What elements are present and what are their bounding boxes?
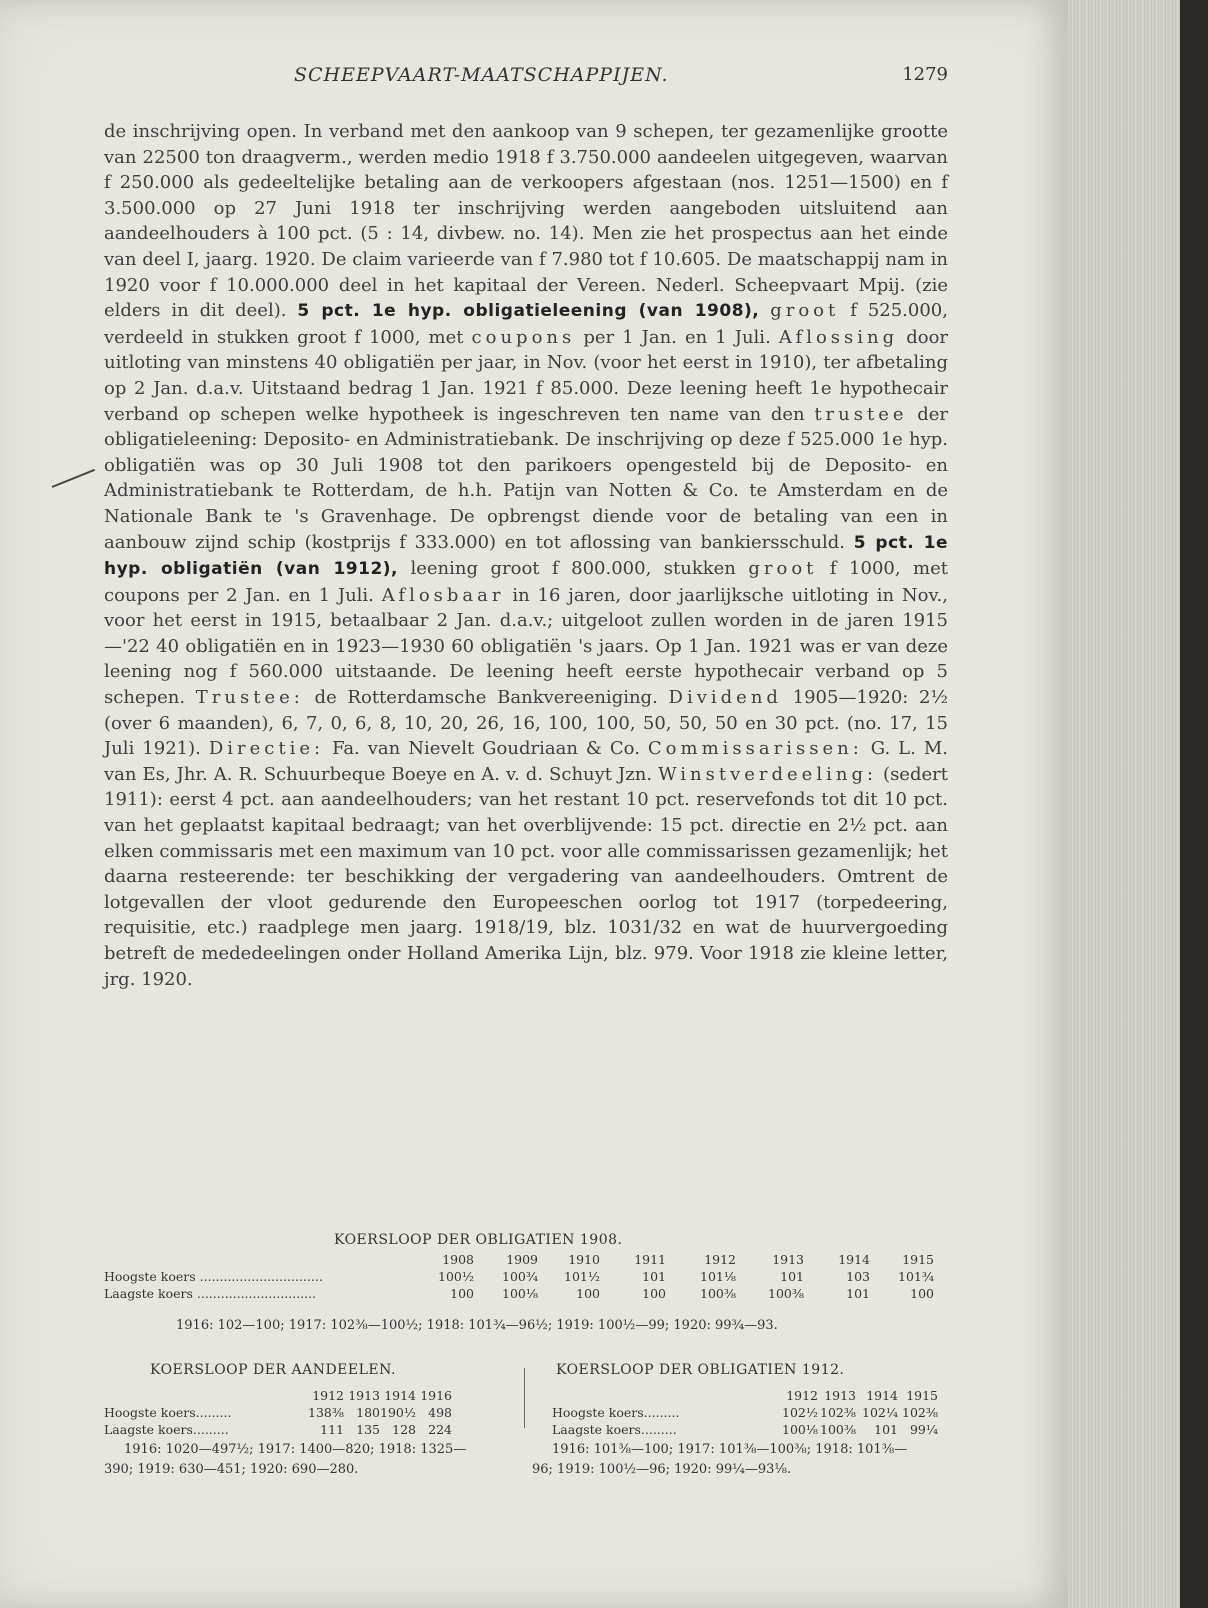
table-note-aandeelen-2: 390; 1919: 630—451; 1920: 690—280. xyxy=(104,1462,359,1477)
main-paragraph: de inschrijving open. In verband met den aankoop van 9 schepen, ter gezamenlijke grootte van 22500 ton draagverm., werden medio 1918 f 3.750.000 aandeelen uitgegeven, waarvan f 250.000 als gedeeltelijke betaling aan de verkoopers afgestaan (nos. 1251—1500) en f 3.500.000 op 27 Juni 1918 ter inschrijving werden aangeboden uitsluitend aan aandeelhouders à 100 pct. (5 : 14, divbew. no. 14). Men zie het prospectus aan het einde van deel I, jaarg. 1920. De claim varieerde van f 7.980 tot f 10.605. De maatschappij nam in 1920 voor f 10.000.000 deel in het kapitaal der Vereen. Nederl. Scheepvaart Mpij. (zie elders in dit deel). 5 pct. 1e hyp. obligatieleening (van 1908), groot f 525.000, verdeeld in stukken groot f 1000, met coupons per 1 Jan. en 1 Juli. Aflossing door uitloting van minstens 40 obligatiën per jaar, in Nov. (voor het eerst in 1910), ter afbetaling op 2 Jan. d.a.v. Uitstaand bedrag 1 Jan. 1921 f 85.000. Deze leening heeft 1e hypothecair verband op schepen welke hypotheek is ingeschreven ten name van den trustee der obligatieleening: Deposito- en Administratiebank. De inschrijving op deze f 525.000 1e hyp. obligatiën was op 30 Juli 1908 tot den parikoers opengesteld bij de Deposito- en Administratiebank te Rotterdam, de h.h. Patijn van Notten & Co. te Amsterdam en de Nationale Bank te 's Gravenhage. De opbrengst diende voor de betaling van een in aanbouw zijnd schip (kostprijs f 333.000) en tot aflossing van bankiersschuld. 5 pct. 1e hyp. obligatiën (van 1912), leening groot f 800.000, stukken groot f 1000, met coupons per 2 Jan. en 1 Juli. Aflosbaar in 16 jaren, door jaarlijksche uitloting in Nov., voor het eerst in 1915, betaalbaar 2 Jan. d.a.v.; uitgeloot zullen worden in de jaren 1915—'22 40 obligatiën en in 1923—1930 60 obligatiën 's jaars. Op 1 Jan. 1921 was er van deze leening nog f 560.000 uitstaande. De leening heeft eerste hypothecair verband op 5 schepen. Trustee: de Rotterdamsche Bankvereeniging. Dividend 1905—1920: 2½ (over 6 maanden), 6, 7, 0, 6, 8, 10, 20, 26, 16, 100, 100, 50, 50, 50 en 30 pct. (no. 17, 15 Juli 1921). Directie: Fa. van Nievelt Goudriaan & Co. Commissarissen: G. L. M. van Es, Jhr. A. R. Schuurbeque Boeye en A. v. d. Schuyt Jzn. Winstverdeeling: (sedert 1911): eerst 4 pct. aan aandeelhouders; van het restant 10 pct. reservefonds tot dit 10 pct. van het geplaatst kapitaal bedraagt; van het overblijvende: 15 pct. directie en 2½ pct. aan elken commissaris met een maximum van 10 pct. voor alle commissarissen gezamenlijk; het daarna resteerende: ter beschikking der vergadering van aandeelhouders. Omtrent de lotgevallen der vloot gedurende den Europeeschen oorlog tot 1917 (torpedeering, requisitie, etc.) raadplege men jaarg. 1918/19, blz. 1031/32 en wat de huurvergoeding betreft de mededeelingen onder Holland Amerika Lijn, blz. 979. Voor 1918 zie kleine letter, jrg. 1920. xyxy=(104,121,949,990)
table-note-obligatien-1912-2: 96; 1919: 100½—96; 1920: 99¼—93⅛. xyxy=(532,1462,792,1477)
heading-obligatieleening-1908: 5 pct. 1e hyp. obligatieleening (van 1908), xyxy=(297,301,760,322)
table-row-laagste: Laagste koers......... 100⅛ 100⅜ 101 99¼ xyxy=(552,1422,938,1437)
table-note-aandeelen-1: 1916: 1020—497½; 1917: 1400—820; 1918: 1325— xyxy=(124,1442,467,1457)
heading-obligatien-1912: 5 pct. 1e hyp. obligatiën (van 1912), xyxy=(104,532,948,580)
table-header-row: 1912 1913 1914 1915 xyxy=(786,1388,938,1403)
table-obligatien-1912 xyxy=(552,1388,948,1439)
table-row-hoogste: Hoogste koers......... 138⅜ 180 190½ 498 xyxy=(104,1405,452,1420)
table-row-laagste: Laagste koers......... 111 135 128 224 xyxy=(104,1422,452,1437)
book-spine-shadow xyxy=(1180,0,1208,1608)
page-header xyxy=(104,64,948,94)
table-title-obligatien-1908: KOERSLOOP DER OBLIGATIEN 1908. xyxy=(334,1232,623,1248)
table-aandeelen xyxy=(104,1388,504,1439)
pencil-mark xyxy=(52,469,95,488)
table-obligatien-1908 xyxy=(104,1252,948,1303)
table-row-hoogste: Hoogste koers......... 102½ 102⅜ 102¼ 102⅜ xyxy=(552,1405,938,1420)
body-text xyxy=(104,119,948,992)
table-header-row: 1908 1909 1910 1911 1912 1913 1914 1915 xyxy=(442,1252,934,1267)
column-divider xyxy=(524,1368,525,1428)
table-note-obligatien-1912-1: 1916: 101⅜—100; 1917: 101⅜—100⅜; 1918: 101⅜— xyxy=(552,1442,908,1457)
table-title-aandeelen: KOERSLOOP DER AANDEELEN. xyxy=(150,1362,396,1378)
table-row-hoogste: Hoogste koers ............................... 100½ 100¾ 101½ 101 101⅛ 101 103 101¾ xyxy=(104,1269,934,1284)
running-title: SCHEEPVAART-MAATSCHAPPIJEN. xyxy=(294,64,669,86)
page-number: 1279 xyxy=(902,64,948,85)
table-title-obligatien-1912: KOERSLOOP DER OBLIGATIEN 1912. xyxy=(556,1362,845,1378)
table-header-row: 1912 1913 1914 1916 xyxy=(312,1388,452,1403)
table-row-laagste: Laagste koers .............................. 100 100⅛ 100 100 100⅜ 100⅜ 101 100 xyxy=(104,1286,934,1301)
table-note-obligatien-1908: 1916: 102—100; 1917: 102⅜—100½; 1918: 101¾—96½; 1919: 100½—99; 1920: 99¾—93. xyxy=(176,1318,778,1333)
